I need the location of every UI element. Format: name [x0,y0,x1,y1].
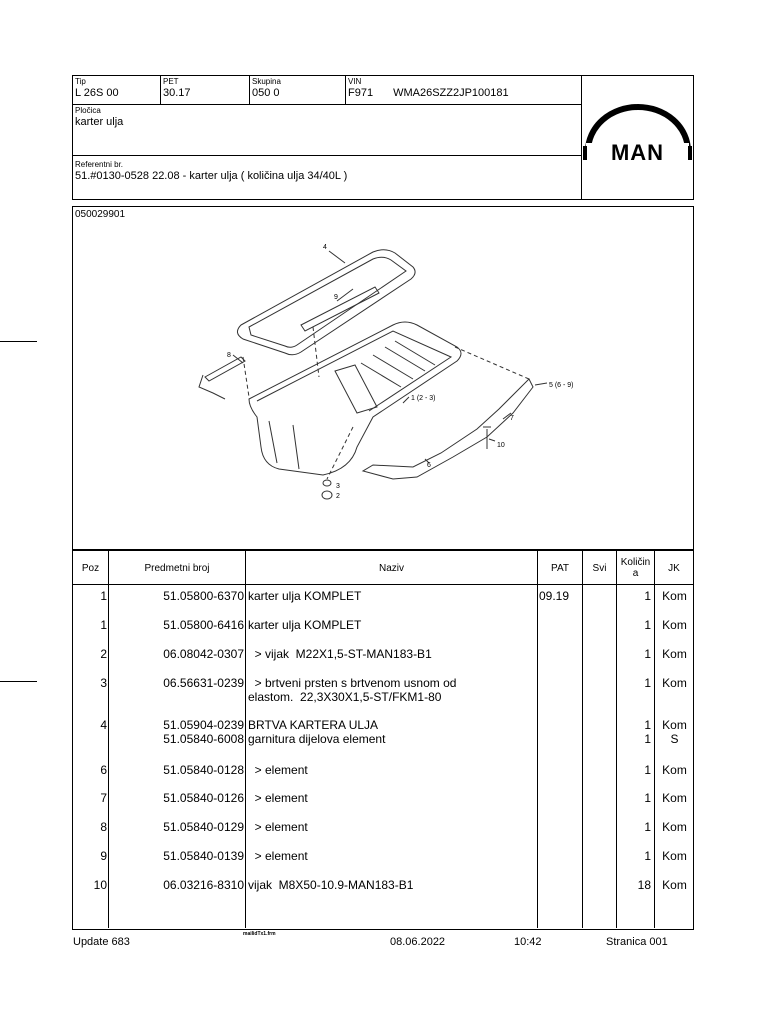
row-poz: 4 [100,718,107,732]
pet-value: 30.17 [163,87,191,99]
row-part-number: 51.05840-0139 [163,849,244,863]
footer-update: Update 683 [73,936,130,948]
bolt-part-10 [483,427,491,449]
row-naziv: > vijak M22X1,5-ST-MAN183-B1 [248,647,432,661]
ref-value: 51.#0130-0528 22.08 - karter ulja ( količina ulja 34/40L ) [75,170,348,182]
row-part-number: 51.05904-0239 51.05840-6008 [163,718,244,746]
row-unit: Kom [662,849,687,863]
col-kolicina: Količin a [620,557,651,579]
vin-prefix: F971 [348,87,374,99]
callout-7: 7 [510,415,514,422]
row-poz: 3 [100,676,107,690]
vin-number: WMA26SZZ2JP100181 [393,87,509,99]
strip-part-9 [301,287,379,331]
row-unit: Kom [662,763,687,777]
row-naziv: vijak M8X50-10.9-MAN183-B1 [248,878,414,892]
vin-value [348,87,581,100]
row-naziv: > element [248,791,308,805]
row-naziv: BRTVA KARTERA ULJA garnitura dijelova element [248,718,386,746]
row-part-number: 51.05840-0126 [163,791,244,805]
pet-label: PET [163,77,179,86]
plocica-value: karter ulja [75,116,124,128]
row-quantity: 1 [644,647,651,661]
skupina-value: 050 0 [252,87,280,99]
callout-2: 2 [336,493,340,500]
row-unit: Kom [662,820,687,834]
row-quantity: 1 [644,676,651,690]
row-unit: Kom [662,878,687,892]
callout-3: 3 [336,483,340,490]
row-naziv: > element [248,849,308,863]
gasket-inner [249,257,406,347]
row-unit: Kom [662,791,687,805]
header-row-identification [73,76,581,105]
assembly-guides [243,327,529,479]
exploded-drawing-panel [72,206,694,550]
row-quantity: 1 [644,589,651,603]
callout-4: 4 [323,244,327,251]
callout-10: 10 [497,442,505,449]
seal-part-6-7 [363,379,533,479]
row-unit: Kom [662,647,687,661]
col-jk: JK [668,562,680,574]
row-naziv: karter ulja KOMPLET [248,618,362,632]
callout-8: 8 [227,352,231,359]
row-naziv: karter ulja KOMPLET [248,589,362,603]
row-poz: 1 [100,589,107,603]
col-naziv: Naziv [378,562,404,574]
row-quantity: 1 [644,820,651,834]
row-naziv: > element [248,820,308,834]
col-poz: Poz [81,562,100,574]
row-unit: Kom S [662,718,687,746]
footer-time: 10:42 [514,936,542,948]
callout-9: 9 [334,294,338,301]
margin-mark-top [0,341,37,342]
row-naziv: > element [248,763,308,777]
drawing-id: 050029901 [75,209,126,220]
oil-pan-sump [335,365,377,413]
row-poz: 8 [100,820,107,834]
header-fields [73,76,582,199]
col-pat: PAT [551,562,569,574]
row-unit: Kom [662,618,687,632]
row-quantity: 18 [637,878,651,892]
row-naziv: > brtveni prsten s brtvenom usnom od elastom. 22,3X30X1,5-ST/FKM1-80 [248,676,457,704]
vin-label: VIN [348,77,362,86]
tip-value: L 26S 00 [75,87,119,99]
row-part-number: 51.05840-0128 [163,763,244,777]
row-poz: 1 [100,618,107,632]
callout-leaders [233,251,547,463]
footer-date: 08.06.2022 [390,936,446,948]
washer-part-3 [323,480,331,486]
row-part-number: 06.03216-8310 [163,878,244,892]
row-quantity: 1 [644,849,651,863]
skupina-label: Skupina [252,77,281,86]
plocica-row [73,105,581,156]
referentni-row [73,157,581,199]
row-part-number: 06.56631-0239 [163,676,244,690]
plug-part-2 [322,491,332,499]
parts-table [72,550,694,930]
logo-text: MAN [610,140,665,165]
document-header [72,75,694,200]
row-poz: 2 [100,647,107,661]
row-part-number: 51.05800-6370 [163,589,244,603]
callout-6: 6 [427,462,431,469]
row-pat: 09.19 [539,589,570,603]
row-poz: 6 [100,763,107,777]
row-quantity: 1 [644,618,651,632]
row-poz: 10 [93,878,107,892]
row-quantity: 1 [644,763,651,777]
ref-label: Referentni br. [75,160,124,169]
table-header [73,550,693,585]
oil-pan-drawing [73,207,693,549]
row-part-number: 51.05800-6416 [163,618,244,632]
row-quantity: 1 [644,791,651,805]
col-predmetni-broj: Predmetni broj [144,562,210,574]
oil-pan-side-lines [269,421,299,469]
row-part-number: 51.05840-0129 [163,820,244,834]
row-poz: 7 [100,791,107,805]
pet-cell [161,76,250,104]
oil-pan-ribs [361,341,435,387]
footer-page: Stranica 001 [606,936,668,948]
col-svi: Svi [592,562,607,574]
row-unit: Kom [662,676,687,690]
row-poz: 9 [100,849,107,863]
seal-part-8 [199,357,245,399]
row-part-number: 06.08042-0307 [163,647,244,661]
plocica-label: Pločica [75,106,101,115]
callout-1: 1 (2 - 3) [411,395,436,402]
tip-cell [73,76,161,104]
man-logo [582,76,693,199]
skupina-cell [250,76,346,104]
vin-cell [346,76,581,104]
callout-5: 5 (6 - 9) [549,382,574,389]
margin-mark-bottom [0,681,37,682]
row-quantity: 1 1 [644,718,651,746]
footer-form-id: mailidTx1.frm [243,931,276,937]
row-unit: Kom [662,589,687,603]
tip-label: Tip [75,77,86,86]
